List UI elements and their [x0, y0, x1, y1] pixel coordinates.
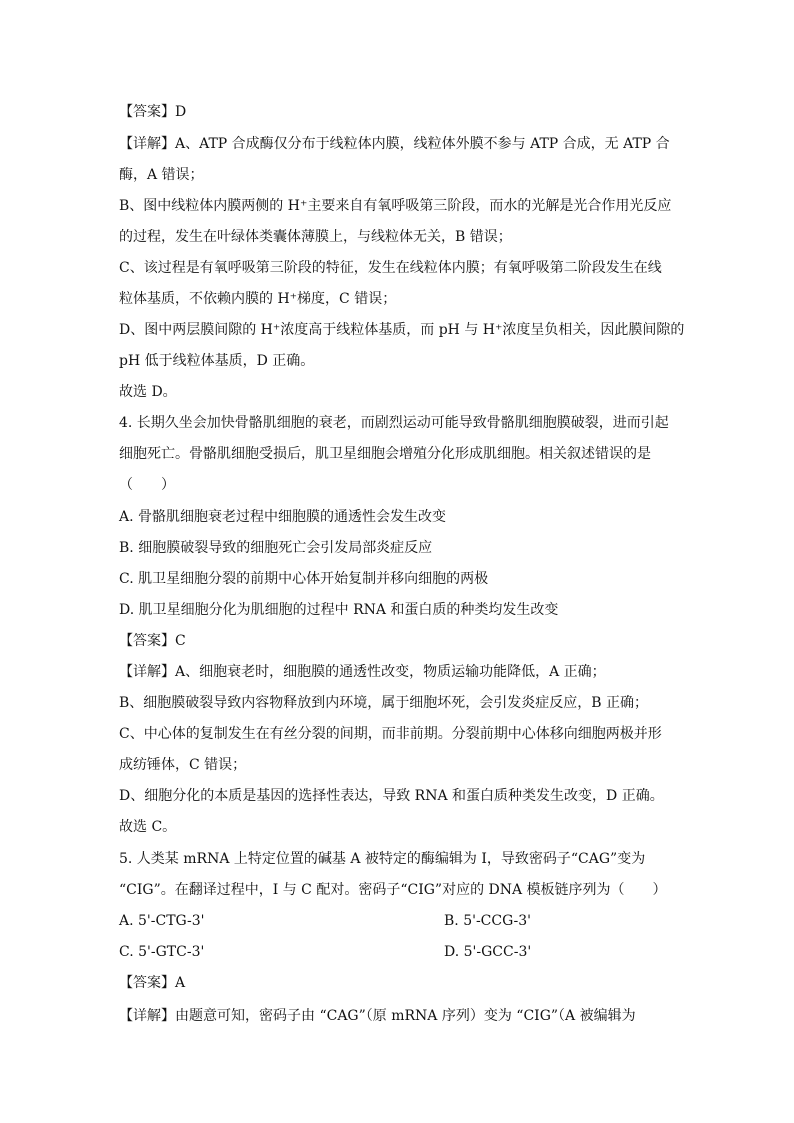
- q5-detail-line: 【详解】由题意可知，密码子由 “CAG”（原 mRNA 序列）变为 “CIG”（A 被编辑为: [119, 1008, 636, 1024]
- q3-detail-line: D、图中两层膜间隙的 H⁺浓度高于线粒体基质，而 pH 与 H⁺浓度呈负相关，因此膜间隙的: [119, 322, 685, 338]
- q3-detail-line: 【详解】A、ATP 合成酶仅分布于线粒体内膜，线粒体外膜不参与 ATP 合成，无 ATP 合: [119, 136, 670, 152]
- q4-option-a: A. 骨骼肌细胞衰老过程中细胞膜的通透性会发生改变: [119, 509, 447, 525]
- q3-detail-line: 酶，A 错误；: [119, 167, 204, 183]
- q3-detail-line: B、图中线粒体内膜两侧的 H⁺主要来自有氧呼吸第三阶段，而水的光解是光合作用光反应: [119, 198, 672, 214]
- q3-answer: 【答案】D: [119, 104, 187, 120]
- q5-answer: 【答案】A: [119, 975, 186, 991]
- q4-detail-line: 【详解】A、细胞衰老时，细胞膜的通透性改变，物质运输功能降低，A 正确；: [119, 664, 606, 680]
- q3-detail-line: pH 低于线粒体基质，D 正确。: [119, 353, 315, 369]
- q3-detail-line: 故选 D。: [119, 384, 177, 400]
- q4-option-d: D. 肌卫星细胞分化为肌细胞的过程中 RNA 和蛋白质的种类均发生改变: [119, 602, 559, 618]
- q5-option-b: B. 5'-CCG-3': [444, 913, 532, 929]
- q4-detail-line: 故选 C。: [119, 819, 177, 835]
- q4-option-b: B. 细胞膜破裂导致的细胞死亡会引发局部炎症反应: [119, 540, 433, 556]
- q5-stem-line: “CIG”。在翻译过程中，I 与 C 配对。密码子“CIG”对应的 DNA 模板链序列为（ ）: [119, 882, 667, 898]
- q5-option-d: D. 5'-GCC-3': [444, 944, 532, 960]
- q3-detail-line: C、该过程是有氧呼吸第三阶段的特征，发生在线粒体内膜；有氧呼吸第二阶段发生在线: [119, 260, 662, 276]
- q4-detail-line: B、细胞膜破裂导致内容物释放到内环境，属于细胞坏死，会引发炎症反应，B 正确；: [119, 695, 649, 711]
- q4-stem-line: 细胞死亡。骨骼肌细胞受损后，肌卫星细胞会增殖分化形成肌细胞。相关叙述错误的是: [119, 446, 651, 462]
- q4-answer: 【答案】C: [119, 633, 186, 649]
- q4-detail-line: D、细胞分化的本质是基因的选择性表达，导致 RNA 和蛋白质种类发生改变，D 正确。: [119, 788, 664, 804]
- q5-option-a: A. 5'-CTG-3': [119, 913, 205, 929]
- q3-detail-line: 的过程，发生在叶绿体类囊体薄膜上，与线粒体无关，B 错误；: [119, 229, 512, 245]
- q3-detail-line: 粒体基质，不依赖内膜的 H⁺梯度，C 错误；: [119, 291, 397, 307]
- q5-stem-line: 5. 人类某 mRNA 上特定位置的碱基 A 被特定的酶编辑为 I，导致密码子“CAG”变为: [119, 851, 646, 867]
- q4-stem-line: 4. 长期久坐会加快骨骼肌细胞的衰老，而剧烈运动可能导致骨骼肌细胞膜破裂，进而引起: [119, 415, 669, 431]
- q4-stem-line: （ ）: [119, 477, 175, 493]
- q4-option-c: C. 肌卫星细胞分裂的前期中心体开始复制并移向细胞的两极: [119, 571, 489, 587]
- q5-option-c: C. 5'-GTC-3': [119, 944, 205, 960]
- q4-detail-line: 成纺锤体，C 错误；: [119, 757, 247, 773]
- q4-detail-line: C、中心体的复制发生在有丝分裂的间期，而非前期。分裂前期中心体移向细胞两极并形: [119, 726, 662, 742]
